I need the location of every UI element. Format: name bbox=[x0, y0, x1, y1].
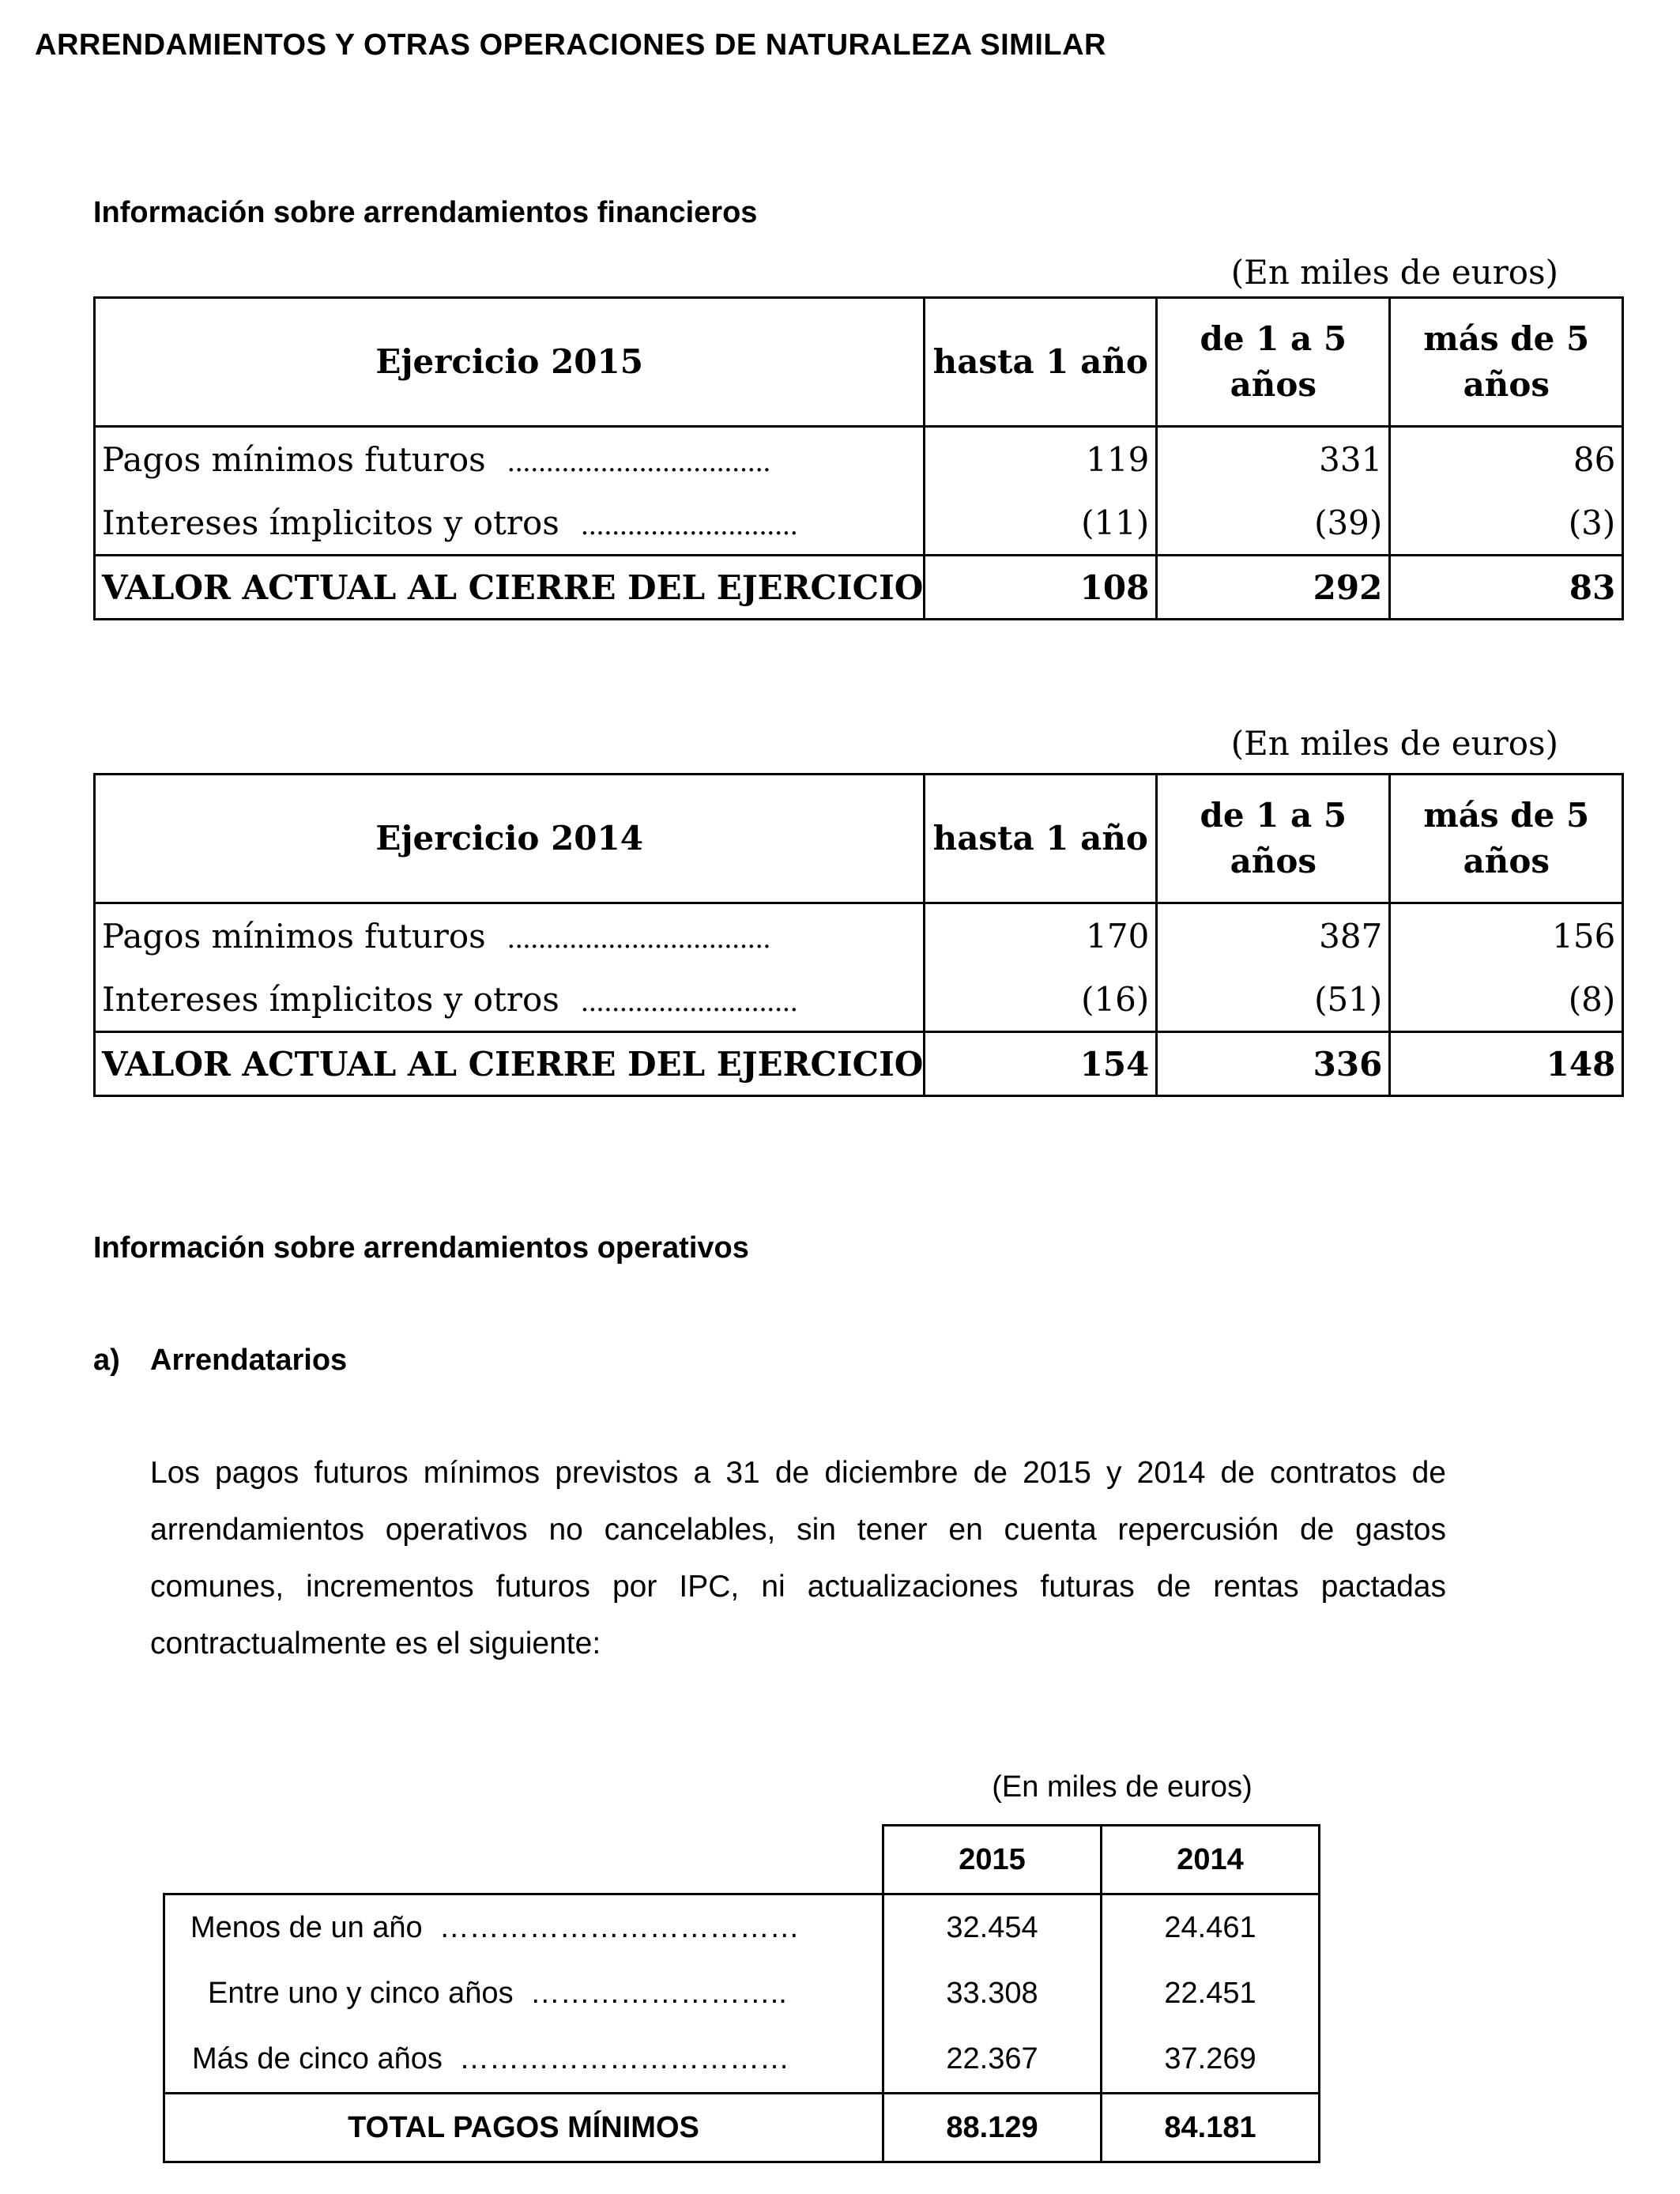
row-label: Intereses ímplicitos y otros ............................ bbox=[95, 967, 925, 1032]
document-title: ARRENDAMIENTOS Y OTRAS OPERACIONES DE NATURALEZA SIMILAR bbox=[35, 28, 1106, 62]
row-label: Intereses ímplicitos y otros ............................ bbox=[95, 491, 925, 556]
table-cell: 37.269 bbox=[1102, 2026, 1320, 2094]
col-header-up-to-1-year: hasta 1 año bbox=[925, 298, 1157, 427]
table-cell: 170 bbox=[925, 903, 1157, 968]
leader-dots: ……………………………… bbox=[439, 1911, 800, 1944]
table-cell: 387 bbox=[1157, 903, 1390, 968]
total-cell: 154 bbox=[925, 1032, 1157, 1096]
table-cell: 156 bbox=[1390, 903, 1623, 968]
total-cell: 336 bbox=[1157, 1032, 1390, 1096]
table-cell: (8) bbox=[1390, 967, 1623, 1032]
operating-leases-title: Información sobre arrendamientos operativos bbox=[93, 1231, 749, 1265]
table-cell: 22.451 bbox=[1102, 1961, 1320, 2026]
units-label-2014: (En miles de euros) bbox=[1230, 724, 1558, 763]
table-cell: 32.454 bbox=[883, 1894, 1102, 1962]
col-header-1-to-5-years: de 1 a 5 años bbox=[1157, 298, 1390, 427]
table-cell: 86 bbox=[1390, 427, 1623, 492]
table-cell: (3) bbox=[1390, 491, 1623, 556]
leader-dots: …………………………… bbox=[458, 2042, 789, 2075]
table-cell: (16) bbox=[925, 967, 1157, 1032]
total-cell: 108 bbox=[925, 556, 1157, 620]
total-cell: 148 bbox=[1390, 1032, 1623, 1096]
financial-lease-table-2015 bbox=[93, 296, 1624, 620]
table-cell: (51) bbox=[1157, 967, 1390, 1032]
operating-units-label: (En miles de euros) bbox=[992, 1770, 1252, 1804]
subsection-title: Arrendatarios bbox=[150, 1344, 348, 1377]
year-header-2015: 2015 bbox=[883, 1826, 1102, 1894]
table-cell: (39) bbox=[1157, 491, 1390, 556]
total-cell: 292 bbox=[1157, 556, 1390, 620]
total-cell: 83 bbox=[1390, 556, 1623, 620]
leader-dots: ............................ bbox=[580, 986, 798, 1018]
operating-lease-table bbox=[163, 1824, 1320, 2163]
total-label: VALOR ACTUAL AL CIERRE DEL EJERCICIO bbox=[95, 1032, 925, 1096]
table-cell: 331 bbox=[1157, 427, 1390, 492]
col-header-up-to-1-year: hasta 1 año bbox=[925, 775, 1157, 903]
table-cell: 33.308 bbox=[883, 1961, 1102, 2026]
row-label: Pagos mínimos futuros .................................. bbox=[95, 903, 925, 968]
operating-leases-paragraph: Los pagos futuros mínimos previstos a 31 de diciembre de 2015 y 2014 de contratos de arrendamientos operativos no cancelables, sin tener en cuenta repercusión de gastos comunes, incrementos futuros por IPC, ni actualizaciones futuras de rentas pactadas contractualmente es el siguiente: bbox=[150, 1456, 1446, 1661]
col-header-1-to-5-years: de 1 a 5 años bbox=[1157, 775, 1390, 903]
leader-dots: …………………….. bbox=[529, 1977, 787, 2010]
total-cell: 88.129 bbox=[883, 2094, 1102, 2162]
row-label: Más de cinco años …………………………… bbox=[164, 2026, 883, 2094]
row-label: Menos de un año ……………………………… bbox=[164, 1894, 883, 1962]
leader-dots: .................................. bbox=[507, 446, 770, 478]
blank-header-cell bbox=[164, 1826, 883, 1894]
total-label: VALOR ACTUAL AL CIERRE DEL EJERCICIO bbox=[95, 556, 925, 620]
row-label: Entre uno y cinco años …………………….. bbox=[164, 1961, 883, 2026]
leader-dots: .................................. bbox=[507, 922, 770, 955]
financial-leases-title: Información sobre arrendamientos financieros bbox=[93, 196, 758, 229]
table-cell: 119 bbox=[925, 427, 1157, 492]
table-cell: 24.461 bbox=[1102, 1894, 1320, 1962]
leader-dots: ............................ bbox=[580, 509, 798, 541]
col-header-over-5-years: más de 5 años bbox=[1390, 775, 1623, 903]
financial-lease-table-2014 bbox=[93, 773, 1624, 1097]
total-label: TOTAL PAGOS MÍNIMOS bbox=[164, 2094, 883, 2162]
table-cell: 22.367 bbox=[883, 2026, 1102, 2094]
subsection-marker: a) bbox=[93, 1344, 120, 1377]
year-header: Ejercicio 2015 bbox=[95, 298, 925, 427]
year-header: Ejercicio 2014 bbox=[95, 775, 925, 903]
year-header-2014: 2014 bbox=[1102, 1826, 1320, 1894]
table-cell: (11) bbox=[925, 491, 1157, 556]
units-label-2015: (En miles de euros) bbox=[1230, 253, 1558, 292]
col-header-over-5-years: más de 5 años bbox=[1390, 298, 1623, 427]
row-label: Pagos mínimos futuros .................................. bbox=[95, 427, 925, 492]
total-cell: 84.181 bbox=[1102, 2094, 1320, 2162]
